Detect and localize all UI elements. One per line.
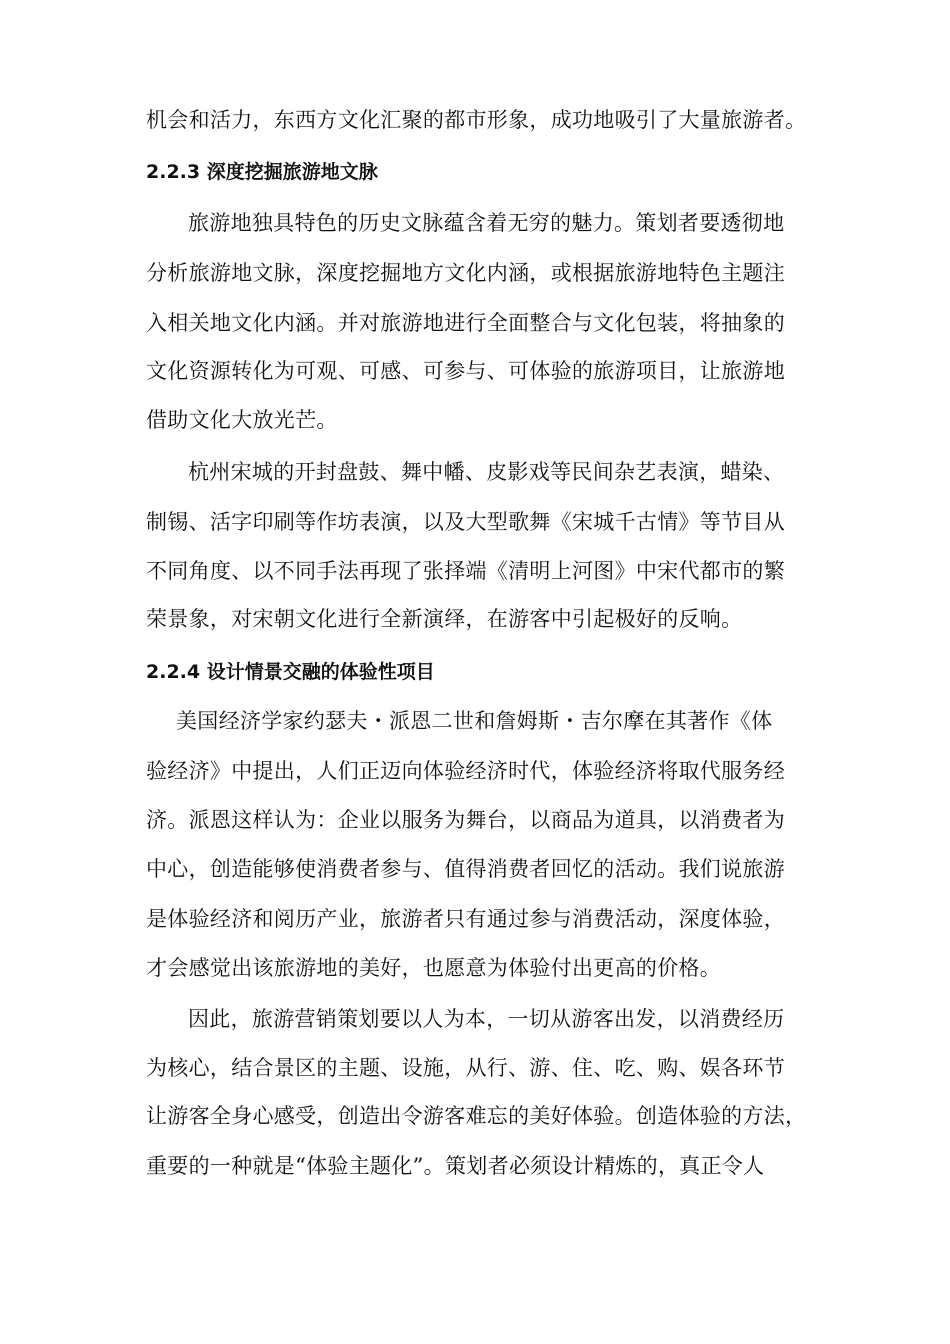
- paragraph-line: 才会感觉出该旅游地的美好，也愿意为体验付出更高的价格。: [146, 956, 722, 980]
- paragraph-line: 因此，旅游营销策划要以人为本，一切从游客出发，以消费经历: [188, 1007, 785, 1031]
- paragraph-line: 入相关地文化内涵。并对旅游地进行全面整合与文化包装，将抽象的: [146, 311, 785, 335]
- paragraph-line: 美国经济学家约瑟夫・派恩二世和詹姆斯・吉尔摩在其著作《体: [176, 709, 773, 733]
- paragraph-line: 机会和活力，东西方文化汇聚的都市形象，成功地吸引了大量旅游者。: [146, 108, 807, 132]
- paragraph-line: 旅游地独具特色的历史文脉蕴含着无穷的魅力。策划者要透彻地: [188, 211, 785, 235]
- paragraph-line: 荣景象，对宋朝文化进行全新演绎，在游客中引起极好的反响。: [146, 607, 743, 631]
- paragraph-line: 济。派恩这样认为：企业以服务为舞台，以商品为道具，以消费者为: [146, 808, 785, 832]
- section-heading-2-2-4: 2.2.4 设计情景交融的体验性项目: [146, 661, 435, 683]
- paragraph-line: 重要的一种就是“体验主题化”。策划者必须设计精炼的，真正令人: [146, 1154, 765, 1178]
- paragraph-line: 分析旅游地文脉，深度挖掘地方文化内涵，或根据旅游地特色主题注: [146, 261, 785, 285]
- paragraph-line: 中心，创造能够使消费者参与、值得消费者回忆的活动。我们说旅游: [146, 857, 785, 881]
- paragraph-line: 借助文化大放光芒。: [146, 408, 338, 432]
- paragraph-line: 让游客全身心感受，创造出令游客难忘的美好体验。创造体验的方法，: [146, 1104, 807, 1128]
- paragraph-line: 文化资源转化为可观、可感、可参与、可体验的旅游项目，让旅游地: [146, 359, 785, 383]
- paragraph-line: 杭州宋城的开封盘鼓、舞中幡、皮影戏等民间杂艺表演，蜡染、: [188, 460, 785, 484]
- paragraph-line: 是体验经济和阅历产业，旅游者只有通过参与消费活动，深度体验，: [146, 907, 785, 931]
- paragraph-line: 不同角度、以不同手法再现了张择端《清明上河图》中宋代都市的繁: [146, 559, 785, 583]
- paragraph-line: 制锡、活字印刷等作坊表演，以及大型歌舞《宋城千古情》等节目从: [146, 510, 785, 534]
- paragraph-line: 为核心，结合景区的主题、设施，从行、游、住、吃、购、娱各环节: [146, 1056, 785, 1080]
- paragraph-line: 验经济》中提出，人们正迈向体验经济时代，体验经济将取代服务经: [146, 759, 785, 783]
- section-heading-2-2-3: 2.2.3 深度挖掘旅游地文脉: [146, 161, 378, 183]
